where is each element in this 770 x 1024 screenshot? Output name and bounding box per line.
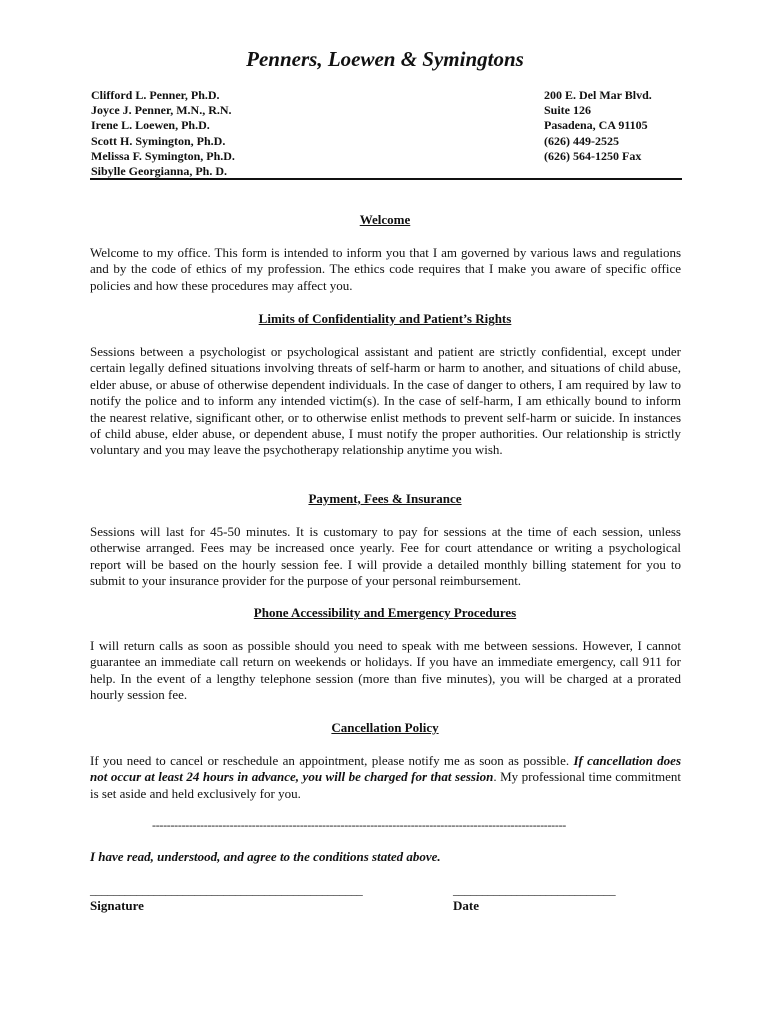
cancellation-paragraph bbox=[90, 753, 681, 802]
phone-heading: Phone Accessibility and Emergency Procedures bbox=[253, 605, 517, 620]
practitioner-name: Scott H. Symington, Ph.D. bbox=[91, 133, 226, 148]
address-street: 200 E. Del Mar Blvd. bbox=[544, 88, 652, 102]
phone-paragraph: I will return calls as soon as possible should you need to speak with me between sessions. However, I cannot guarantee an immediate call return on weekends or holidays. If you have an immediate emergency, call 911 for help. In the event of a lengthy telephone session (more than five minutes), you will be charged at a prorated hourly session fee. bbox=[90, 638, 681, 703]
address-city: Pasadena, CA 91105 bbox=[544, 118, 648, 133]
practitioner-name: Melissa F. Symington, Ph.D. bbox=[91, 148, 235, 163]
date-label: Date bbox=[453, 898, 479, 913]
office-address bbox=[544, 88, 652, 164]
practitioner-name: Irene L. Loewen, Ph.D. bbox=[91, 118, 210, 133]
header-divider bbox=[90, 178, 682, 180]
signature-line[interactable]: _______________________________________________ bbox=[90, 883, 363, 897]
practitioner-name: Sibylle Georgianna, Ph. D. bbox=[91, 164, 228, 179]
confidentiality-heading: Limits of Confidentiality and Patient’s Rights bbox=[258, 311, 512, 326]
payment-paragraph: Sessions will last for 45-50 minutes. It is customary to pay for sessions at the time of each session, unless otherwise arranged. Fees may be increased once yearly. Fee for court attendance or writing a psychological report will be based on the hourly session fee. I will provide a detailed monthly billing statement for you to submit to your insurance provider for the purpose of your personal reimbursement. bbox=[90, 524, 681, 589]
date-line[interactable]: ____________________________ bbox=[453, 883, 616, 897]
firm-name: Penners, Loewen & Symingtons bbox=[246, 47, 524, 71]
practitioner-list bbox=[91, 88, 235, 179]
cancellation-text-end: . My professional time commitment is set aside and held exclusively for you. bbox=[90, 769, 681, 801]
practitioner-name: Joyce J. Penner, M.N., R.N. bbox=[91, 103, 232, 118]
cancellation-emphasis: If cancellation does not occur at least 24 hours in advance, you will be charged for that session bbox=[90, 753, 681, 785]
confidentiality-paragraph: Sessions between a psychologist or psychological assistant and patient are strictly confidential, except under certain legally defined situations involving threats of self-harm or harm to another, and situations of child abuse, elder abuse, or abuse of otherwise dependent individuals. In the case of danger to others, I am required by law to notify the police and to inform any intended victim(s). In the case of self-harm, I am ethically bound to inform the nearest relative, significant other, or to otherwise enlist methods to prevent self-harm or suicide. In instances of child abuse, elder abuse, or dependent abuse, I must notify the proper authorities. Our relationship is strictly voluntary and you may leave the psychotherapy relationship anytime you wish. bbox=[90, 344, 681, 458]
practitioner-name: Clifford L. Penner, Ph.D. bbox=[91, 88, 220, 102]
agreement-statement: I have read, understood, and agree to the conditions stated above. bbox=[90, 849, 441, 864]
welcome-paragraph: Welcome to my office. This form is intended to inform you that I am governed by various laws and regulations and by the code of ethics of my profession. The ethics code requires that I make you aware of specific office policies and how these procedures may affect you. bbox=[90, 245, 681, 293]
cancellation-heading: Cancellation Policy bbox=[331, 720, 439, 735]
address-fax: (626) 564-1250 Fax bbox=[544, 148, 642, 163]
cancellation-text-start: If you need to cancel or reschedule an appointment, please notify me as soon as possible. bbox=[90, 753, 574, 768]
address-phone: (626) 449-2525 bbox=[544, 133, 619, 148]
signature-label: Signature bbox=[90, 898, 144, 913]
welcome-heading: Welcome bbox=[359, 212, 411, 227]
dashed-separator: ---------------------------------------------------------------------------------------------------------------- bbox=[152, 818, 566, 832]
payment-heading: Payment, Fees & Insurance bbox=[308, 491, 462, 506]
address-suite: Suite 126 bbox=[544, 103, 592, 118]
